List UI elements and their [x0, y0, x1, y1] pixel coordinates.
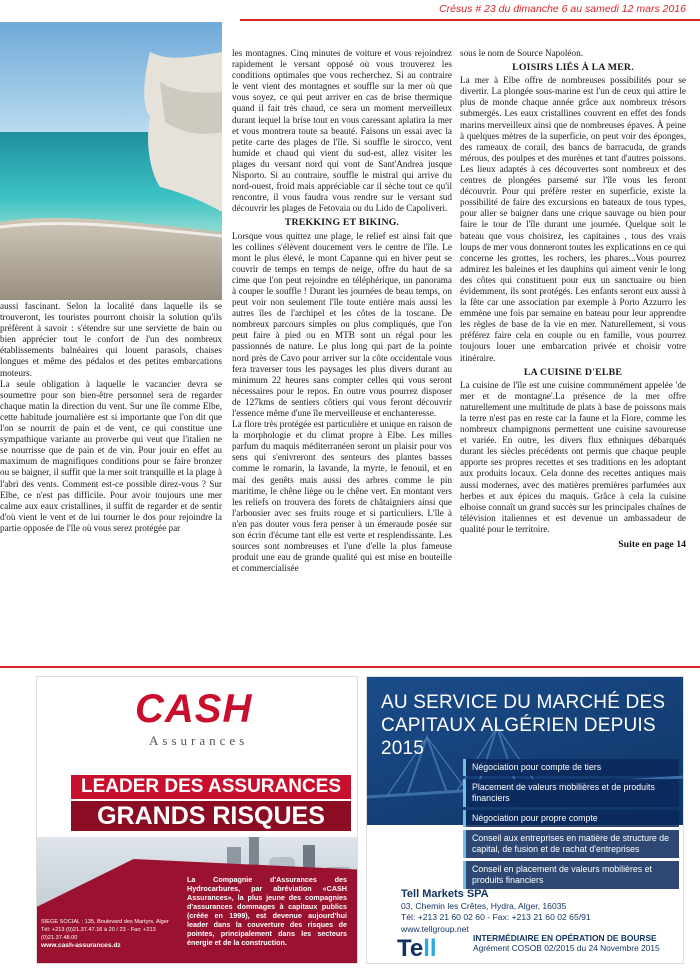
tell-strapline-title: INTERMÉDIAIRE EN OPÉRATION DE BOURSE	[473, 933, 657, 943]
service-item: Conseil aux entreprises en matière de structure de capital, de fusion et de rachat d'entreprises	[463, 830, 679, 858]
paragraph: les montagnes. Cinq minutes de voiture et vous rejoindrez rapidement le versant opposé où vous trouverez les conditions optimales que vous recherchez. Si au contraire le vent vient des montagnes et souffle sur la mer où que vous soyez, ce qui peut arriver en cas de brise thermique quand il fait très chaud, ce sera un moment merveilleux durant lequel la brise tout en vous caressant aplatira la mer et vous montrera toute sa beauté. Faisons un essai avec la petite carte des plages de l'île. Si souffle le sirocco, vent humide et chaud qui vient du sud-est, allez visiter les plages du versant nord qui vont de Sant'Andrea jusque Nisporto. Si au contraire, souffle le mistral qui arrive du nord-ouest, froid mais appréciable car il sèche tout ce qu'il rencontre, il vous faudra vous rendre sur le versant sud découvrir les plages de Fetovaia ou du Lido de Capoliveri.	[232, 48, 452, 214]
tell-address: 03, Chemin les Crêtes, Hydra, Alger, 16035	[401, 900, 567, 911]
tell-website-link[interactable]: www.tellgroup.net	[401, 923, 469, 934]
article-column-1	[0, 301, 222, 661]
article-column-3	[460, 48, 686, 662]
cash-description: La Compagnie d'Assurances des Hydrocarbures, par abréviation «CASH Assurances», la plus jeune des compagnies d'assurances dommages à capitaux publics (créée en 1999), est devenue aujourd'hui leader dans la couverture des risques de pointes, principalement dans les secteurs énergie et de la construction.	[187, 875, 347, 947]
beach-photo	[0, 22, 222, 300]
paragraph: Lorsque vous quittez une plage, le relief est ainsi fait que les collines s'élèvent doucement vers le centre de l'île. Le mont le plus élevé, le mont Capanne qui en hiver peut se couvrir de temps en temps de neige, offre du haut de sa cime que l'on peut rejoindre en téléphérique, un panorama à couper le souffle ! Durant les journées de beau temps, on peut voir non seulement l'île toute entière mais aussi les autres îles de l'archipel et les côtes de la toscane. De nombreux parcours simples ou plus compliqués, que l'on peut faire à pied ou en MTB sont un régal pour les passionnés de nature. Le plus long qui part de la pointe nord près de Cavo pour arriver sur la côte occidentale vous fera traverser tous les paysages les plus divers durant au minimum 22 heures sans compter celles qui vous seront nécessaires pour le repos. En outre vous pourrez disposer de 127kms de sentiers côtiers qui vous feront découvrir l'essence même d'une île merveilleuse et enchanteresse.	[232, 230, 452, 418]
tell-services-list	[463, 759, 679, 892]
tell-approval: Agrément COSOB 02/2015 du 24 Novembre 2015	[473, 943, 660, 954]
cash-contact	[41, 919, 191, 950]
header-rule	[240, 19, 700, 21]
paragraph: La cuisine de l'île est une cuisine communément appelée 'de mer et de montagne'.La présence de la mer offre naturellement une multitude de plats à base de poissons mais la terre n'est pas en reste car la faune et la Flore, comme les nombreux champignons permettent une cuisine savoureuse et variée. En outre, les divers flux ethniques débarqués durant les siècles précédents ont permis que chaque peuple apporte ses propres recettes et ses traditions en les adoptant aux produits locaux. Cela donne des recettes antiques mais aussi modernes, avec des matières premières parfumées aux herbes et aux épices du maquis. Grâce à cela la cuisine elboise connaît un grand succès sur les principales chaînes de télévision italiennes et est devenue un ambassadeur de qualité pour le territoire.	[460, 379, 686, 534]
tell-headline: AU SERVICE DU MARCHÉ DES CAPITAUX ALGÉRIEN DEPUIS 2015	[381, 692, 666, 759]
tell-phone: Tél: +213 21 60 02 60 - Fax: +213 21 60 02 65/91	[401, 912, 591, 923]
service-item: Négociation pour propre compte	[463, 810, 679, 827]
issue-folio: Crésus # 23 du dimanche 6 au samedi 12 mars 2016	[439, 3, 686, 15]
service-item: Conseil en placement de valeurs mobilières et produits financiers	[463, 861, 679, 889]
service-item: Placement de valeurs mobilières et de produits financiers	[463, 779, 679, 807]
paragraph: sous le nom de Source Napoléon.	[460, 48, 583, 58]
tell-strapline	[473, 933, 660, 954]
section-heading-trekking: TREKKING ET BIKING.	[284, 217, 400, 229]
cash-website-link[interactable]: www.cash-assurances.dz	[41, 942, 121, 950]
tell-company-name: Tell Markets SPA	[401, 888, 489, 900]
paragraph: aussi fascinant. Selon la localité dans laquelle ils se trouveront, les touristes pourront choisir la solution qu'ils préfèrent à savoir : s'étendre sur une serviette de bain ou bien apprécier tout le confort de l'un des nombreux établissements balnéaires qui louent parasols, chaises longues et même des pédalos et des petites embarcations moteurs.	[0, 301, 222, 378]
continued-note: Suite en page 14	[618, 539, 686, 551]
cash-tagline-1: LEADER DES ASSURANCES	[71, 775, 351, 799]
paragraph: La seule obligation à laquelle le vacancier devra se soumettre pour son bien-être personnel sera de regarder chaque matin la direction du vent. Sur une île comme Elbe, cette habitude journalière est si importante que l'on dit que l'on se nourrit de pain et de vent, ce qui constitue une sympathique variante au proverbe qui veut que l'italien ne se nourrisse que de pain et de vin. Pour jouir en effet au maximum de magnifiques conditions pour se faire bronzer ou se baigner, il suffit que la mer soit tranquille et la plage à l'abri des vents. Comment est-ce possible direz-vous ? Sur Elbe, ce n'est pas difficile. Pour avoir toujours une mer calme aux eaux cristallines, il suffit de regarder et de sentir d'où vient le vent et de lui tourner le dos pour rejoindre la partie opposée de l'île où vous serez protégée par	[0, 378, 222, 533]
cash-address: SIEGE SOCIAL : 135, Boulevard des Martyrs, Alger	[41, 919, 169, 925]
service-item: Négociation pour compte de tiers	[463, 759, 679, 776]
tell-markets-ad[interactable]	[366, 676, 684, 964]
cash-phone: Tél: +213 (0)21.37.47.16 à 20 / 23 - Fax: +213 (0)21.37.48.00	[41, 926, 156, 941]
page-header	[0, 0, 700, 22]
cash-assurances-ad[interactable]	[36, 676, 358, 964]
cash-logo-subtitle: Assurances	[149, 733, 249, 748]
article-column-2	[232, 48, 452, 662]
section-heading-loisirs: LOISIRS LIÉS À LA MER.	[512, 62, 634, 74]
tell-logo-part-a: Te	[397, 935, 424, 962]
tell-logo-part-b: ll	[423, 935, 437, 962]
cash-logo: CASH	[135, 687, 253, 731]
cash-tagline-2: GRANDS RISQUES	[71, 801, 351, 831]
paragraph: La flore très protégée est particulière et unique en raison de la morphologie et du climat propre à Elbe. Les milles parfum du maquis méditerranéen seront un plaisir pour vos sens qui s'enivreront des senteurs des plantes basses comme le romarin, la lavande, la myrte, le fenouil, et en mai des genêts mais aussi des arbres comme le pin maritime, le chêne liège ou le chêne vert. En montant vers les reliefs on trouvera des forets de châtaigniers ainsi que l'arbousier avec ses fruits rouge et si particuliers. L'île à n'en pas douter vous fera penser à un émeraude posée sur son écrin d'écume tant elle est verte et resplendissante. Les sources sont nombreuses et l'une d'elle la plus fameuse produit une eau de grande qualité qui est mise en bouteille et commercialisée	[232, 419, 452, 574]
tell-contact	[401, 889, 591, 935]
section-heading-cuisine: LA CUISINE D'ELBE	[523, 366, 623, 378]
ads-divider	[0, 666, 700, 668]
beach-photo-illustration	[0, 22, 222, 300]
paragraph: La mer à Elbe offre de nombreuses possibilités pour se divertir. La plongée sous-marine est l'un de ceux qui attire le plus de monde chaque année grâce aux nombreux trésors submergés. Les eaux cristallines couvrent en effet des fonds marins merveilleux ainsi que de nombreuses épaves. À peine à quelques mètres de la superficie, on peut voir des éponges, des rameaux de corail, des bancs de barracuda, de grands mérous, des poulpes et des murènes et tant d'autres poissons. Les lieux adaptés à ces découvertes sont nombreux et des centres de plongées parsemé sur l'île vous les feront découvrir. Pour qui préfère rester en superficie, existe la possibilité de faire des excursions en bateaux de tous types, pour aller se baigner dans une crique sauvage ou bien pour faire le tour de l'île durant une journée. Quelque soit le bateau que vous choisirez, les capitaines , tous des vrais loups de mer vous donneront toutes les explications en ce qui concerne les grottes, les rochers, les phares...Vous pourrez admirez les baleines et les dauphins qui aiment venir le long des côtes qui constituent pour eux un sanctuaire ou bien évidemment, ils sont protégés. Les enfants seront eux aussi à la fête car une association par exemple à Porto Azzurro les emmène une fois par semaine en bateau pour leur apprendre les règles de base de la vie en mer. Naturellement, si vous préférez faire cela en couple ou en famille, vous pourrez toujours louer une embarcation privée et choisir votre itinéraire.	[460, 75, 686, 363]
tell-logo	[397, 935, 437, 963]
